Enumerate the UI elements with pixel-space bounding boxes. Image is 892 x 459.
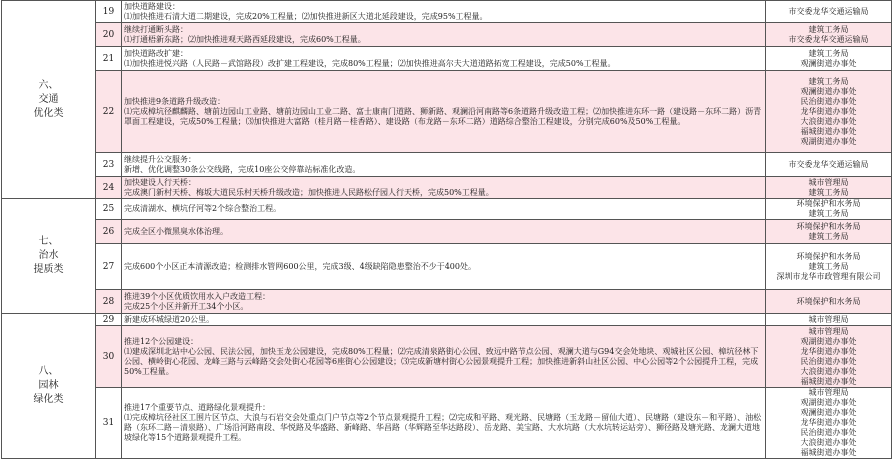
row-owner bbox=[766, 153, 892, 177]
owner-line: 建筑工务局 bbox=[808, 231, 849, 241]
row-owner bbox=[766, 220, 892, 244]
owner-line: 大浪街道办事处 bbox=[800, 366, 857, 376]
owner-line: 大浪街道办事处 bbox=[800, 116, 857, 126]
content-line: 完成600个小区正本清源改造；检测排水管网600公里，完成3级、4级缺陷隐患整治不少于400处。 bbox=[124, 261, 476, 271]
owner-line: 环境保护和水务局 bbox=[796, 296, 861, 306]
content-line: 加快建设人行天桥： bbox=[124, 177, 196, 187]
owner-line: 福城街道办事处 bbox=[800, 448, 857, 457]
category-garden bbox=[2, 314, 96, 459]
content-line: 完成澳门新村天桥、梅坂大道民乐村天桥升级改造；加快推进人民路松仔园人行天桥，完成50%工程量。 bbox=[124, 187, 494, 197]
category-label-line: 绿化类 bbox=[33, 394, 64, 405]
row-number: 25 bbox=[96, 199, 122, 220]
content-line: ⑴加快推进悦兴路（人民路－武馆路段）改扩建工程建设，完成80%工程量；⑵加快推进高尔夫大道道路拓宽工程建设，完成50%工程量。 bbox=[124, 58, 616, 68]
category-label-line: 治水 bbox=[38, 250, 59, 261]
owner-line: 建筑工务局 bbox=[808, 187, 849, 197]
category-label-line: 交通 bbox=[38, 93, 59, 105]
row-number: 20 bbox=[96, 23, 122, 47]
owner-line: 福城街道办事处 bbox=[800, 126, 857, 136]
content-line: 推进39个小区优质饮用水入户改造工程： bbox=[124, 291, 271, 301]
owner-line: 民治街道办事处 bbox=[800, 96, 857, 106]
row-content bbox=[122, 244, 766, 290]
row-owner bbox=[766, 244, 892, 290]
content-line: 完成全区小微黑臭水体治理。 bbox=[124, 226, 228, 236]
content-line: 继续打通断头路： bbox=[124, 24, 188, 34]
owner-line: 福城街道办事处 bbox=[800, 376, 857, 386]
row-number: 26 bbox=[96, 220, 122, 244]
owner-line: 环境保护和水务局 bbox=[796, 199, 861, 208]
content-line: ⑴打通梧新东路；⑵加快推进观天路西延段建设，完成60%工程量。 bbox=[124, 34, 366, 44]
row-number: 19 bbox=[96, 1, 122, 23]
row-number: 23 bbox=[96, 153, 122, 177]
category-label-line: 七、 bbox=[38, 236, 59, 247]
category-water bbox=[2, 199, 96, 314]
category-label-line: 优化类 bbox=[33, 107, 64, 119]
owner-line: 民治街道办事处 bbox=[800, 428, 857, 437]
row-owner bbox=[766, 177, 892, 199]
row-content bbox=[122, 290, 766, 314]
row-number: 31 bbox=[96, 388, 122, 459]
owner-line: 民治街道办事处 bbox=[800, 356, 857, 366]
row-number: 30 bbox=[96, 326, 122, 388]
owner-line: 观澜街道办事处 bbox=[800, 408, 857, 417]
owner-line: 建筑工务局 bbox=[808, 261, 849, 271]
table-row bbox=[2, 314, 892, 326]
table-row bbox=[2, 177, 892, 199]
row-owner bbox=[766, 47, 892, 71]
owner-line: 大浪街道办事处 bbox=[800, 438, 857, 447]
category-transport bbox=[2, 1, 96, 199]
row-content bbox=[122, 177, 766, 199]
row-number: 27 bbox=[96, 244, 122, 290]
category-label-line: 提质类 bbox=[33, 264, 64, 275]
content-line: ⑴建成深圳北站中心公园、民法公园，加快玉龙公园建设，完成80%工程量；⑵完成清泉路街心公园、致远中路节点公园、观澜大道与G94交会处地块、观城社区公园、樟坑径林下公园、横岭街心花园、龙峰三路与云峰路交会处街心花园等6座街心公园建设；⑶完成新塘村街心公园景观提升工程；加快推进新斜山社区公园、中心公园等2个公园提升工程，完成50%工程量。 bbox=[124, 346, 759, 376]
owner-line: 观湖街道办事处 bbox=[800, 398, 857, 407]
row-owner bbox=[766, 23, 892, 47]
owner-line: 建筑工务局 bbox=[808, 76, 849, 86]
row-owner bbox=[766, 314, 892, 326]
owner-line: 观湖街道办事处 bbox=[800, 336, 857, 346]
table-row bbox=[2, 290, 892, 314]
content-line: 推进17个重要节点、道路绿化景观提升： bbox=[124, 403, 271, 412]
table-row bbox=[2, 199, 892, 220]
row-owner bbox=[766, 290, 892, 314]
owner-line: 观湖街道办事处 bbox=[800, 136, 857, 146]
category-label-line: 八、 bbox=[38, 366, 59, 377]
table-row bbox=[2, 1, 892, 23]
owner-line: 深圳市龙华市政管理有限公司 bbox=[776, 271, 881, 281]
row-content bbox=[122, 47, 766, 71]
row-content bbox=[122, 326, 766, 388]
row-content bbox=[122, 71, 766, 153]
owner-line: 环境保护和水务局 bbox=[796, 221, 861, 231]
content-line: ⑴加快推进石清大道二期建设，完成20%工程量；⑵加快推进新区大道北延段建设，完成95%工程量。 bbox=[124, 11, 488, 21]
row-content bbox=[122, 153, 766, 177]
owner-line: 建筑工务局 bbox=[808, 24, 849, 34]
row-content bbox=[122, 220, 766, 244]
row-number: 29 bbox=[96, 314, 122, 326]
row-owner bbox=[766, 326, 892, 388]
row-content bbox=[122, 1, 766, 23]
row-content bbox=[122, 23, 766, 47]
owner-line: 建筑工务局 bbox=[808, 209, 849, 218]
table-row bbox=[2, 47, 892, 71]
content-line: 加快道路建设： bbox=[124, 1, 180, 11]
row-number: 28 bbox=[96, 290, 122, 314]
content-line: 新建成环城绿道20公里。 bbox=[124, 314, 215, 324]
owner-line: 城市管理局 bbox=[808, 326, 849, 336]
project-table bbox=[1, 0, 892, 459]
owner-line: 市交委龙华交通运输局 bbox=[788, 159, 869, 169]
row-number: 24 bbox=[96, 177, 122, 199]
category-label-line: 六、 bbox=[38, 79, 59, 91]
content-line: 完成清湖水、横坑仔河等2个综合整治工程。 bbox=[124, 204, 282, 213]
owner-line: 城市管理局 bbox=[808, 314, 849, 324]
content-line: 推进12个公园建设： bbox=[124, 336, 199, 346]
content-line: 新增、优化调整30条公交线路，完成10座公交停靠站标准化改造。 bbox=[124, 164, 361, 174]
table-row bbox=[2, 71, 892, 153]
owner-line: 城市管理局 bbox=[808, 177, 849, 187]
table-row bbox=[2, 153, 892, 177]
table-row bbox=[2, 326, 892, 388]
table-row bbox=[2, 23, 892, 47]
content-line: 加快推进9条道路升级改造： bbox=[124, 96, 226, 106]
owner-line: 市交委龙华交通运输局 bbox=[788, 6, 869, 16]
category-label-line: 园林 bbox=[38, 380, 59, 391]
content-line: 继续提升公交服务： bbox=[124, 154, 196, 164]
table-row bbox=[2, 220, 892, 244]
row-owner bbox=[766, 71, 892, 153]
owner-line: 市交委龙华交通运输局 bbox=[788, 34, 869, 44]
owner-line: 龙华街道办事处 bbox=[800, 106, 857, 116]
owner-line: 龙华街道办事处 bbox=[800, 346, 857, 356]
row-number: 22 bbox=[96, 71, 122, 153]
content-line: 完成25个小区并新开工34个小区。 bbox=[124, 301, 249, 311]
owner-line: 龙华街道办事处 bbox=[800, 418, 857, 427]
owner-line: 建筑工务局 bbox=[808, 48, 849, 58]
owner-line: 观澜街道办事处 bbox=[800, 86, 857, 96]
owner-line: 环境保护和水务局 bbox=[796, 251, 861, 261]
table-row bbox=[2, 244, 892, 290]
owner-line: 观澜街道办事处 bbox=[800, 58, 857, 68]
row-content bbox=[122, 314, 766, 326]
row-owner bbox=[766, 199, 892, 220]
owner-line: 城市管理局 bbox=[808, 388, 849, 397]
row-content bbox=[122, 199, 766, 220]
content-line: 加快道路改扩建： bbox=[124, 48, 188, 58]
row-number: 21 bbox=[96, 47, 122, 71]
row-owner bbox=[766, 1, 892, 23]
content-line: ⑴完成樟坑径社区工围片区节点、大浪与石岩交会处重点门户节点等2个节点景观提升工程；⑵完成和平路、观光路、民塘路（玉龙路－留仙大道）、民塘路（建设东－和平路）、油松路（东环二路－清泉路）、广场沿河路南段、华悦路及华盛路、新峰路、华昌路（华辉路至华达路段）、岳龙路、美宝路、大水坑路（大水坑转运站旁）、狮径路及塘光路、龙澜大道地坡绿化等15个道路景观提升工程。 bbox=[124, 413, 762, 442]
content-line: ⑴完成樟坑径麒麟路、塘前边园山工业路、塘前边园山工业二路、富士康南门道路、狮新路、观澜沿河南路等6条道路升级改造工程；⑵加快推进东环一路（建设路－东环二路）沥青罩面工程建设，完成50%工程量；⑶加快推进大富路（桂月路－桂香路）、建设路（布龙路－东环二路）道路综合整治工程建设，分别完成60%及50%工程量。 bbox=[124, 106, 762, 126]
